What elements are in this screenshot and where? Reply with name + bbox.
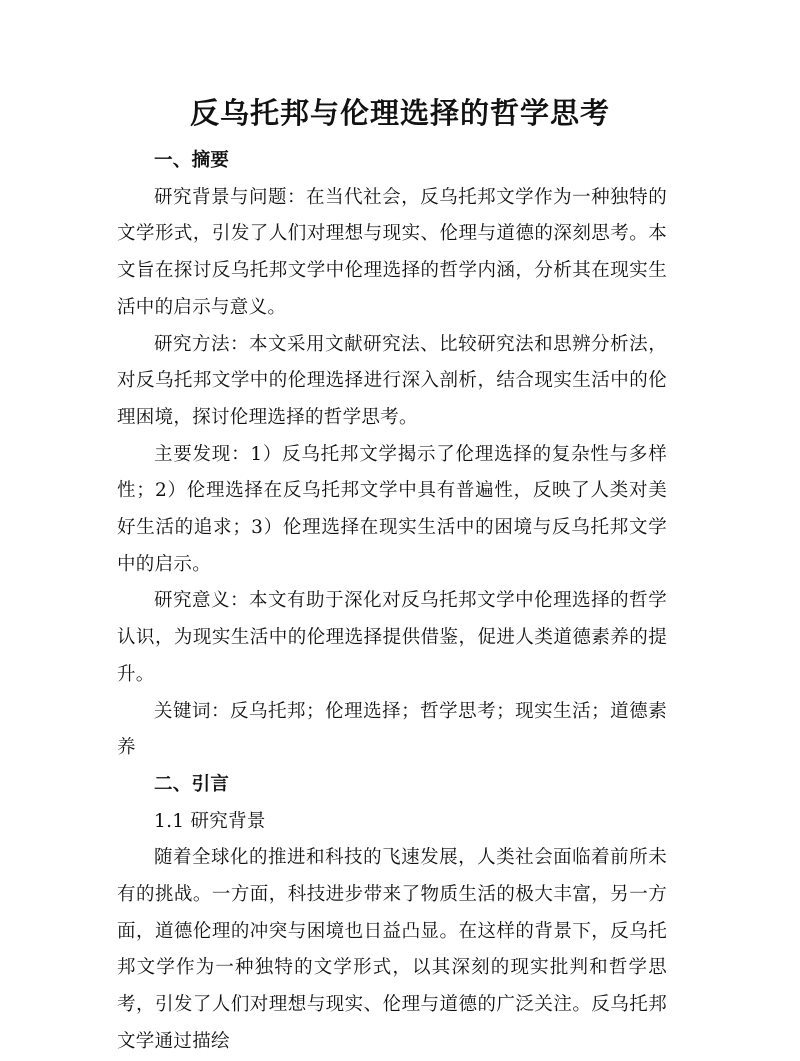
keywords-line: 关键词：反乌托邦；伦理选择；哲学思考；现实生活；道德素养 [117,700,667,759]
abstract-background-paragraph: 研究背景与问题：在当代社会，反乌托邦文学作为一种独特的文学形式，引发了人们对理想与现实、伦理与道德的深刻思考。本文旨在探讨反乌托邦文学中伦理选择的哲学内涵，分析其在现实生活中的启示与意义。 [117,186,667,318]
research-background-subheading: 1.1 研究背景 [154,810,266,832]
abstract-significance-paragraph: 研究意义：本文有助于深化对反乌托邦文学中伦理选择的哲学认识，为现实生活中的伦理选择提供借鉴，促进人类道德素养的提升。 [117,590,667,685]
abstract-findings-paragraph: 主要发现：1）反乌托邦文学揭示了伦理选择的复杂性与多样性；2）伦理选择在反乌托邦文学中具有普遍性，反映了人类对美好生活的追求；3）伦理选择在现实生活中的困境与反乌托邦文学中的启示。 [117,443,667,575]
document-body [117,143,667,1061]
abstract-heading: 一、摘要 [154,150,230,171]
document-title: 反乌托邦与伦理选择的哲学思考 [189,96,610,130]
introduction-paragraph: 随着全球化的推进和科技的飞速发展，人类社会面临着前所未有的挑战。一方面，科技进步带来了物质生活的极大丰富，另一方面，道德伦理的冲突与困境也日益凸显。在这样的背景下，反乌托邦文学作为一种独特的文学形式，以其深刻的现实批判和哲学思考，引发了人们对理想与现实、伦理与道德的广泛关注。反乌托邦文学通过描绘 [117,847,667,1052]
abstract-methods-paragraph: 研究方法：本文采用文献研究法、比较研究法和思辨分析法，对反乌托邦文学中的伦理选择进行深入剖析，结合现实生活中的伦理困境，探讨伦理选择的哲学思考。 [117,333,667,428]
introduction-heading: 二、引言 [154,773,230,795]
